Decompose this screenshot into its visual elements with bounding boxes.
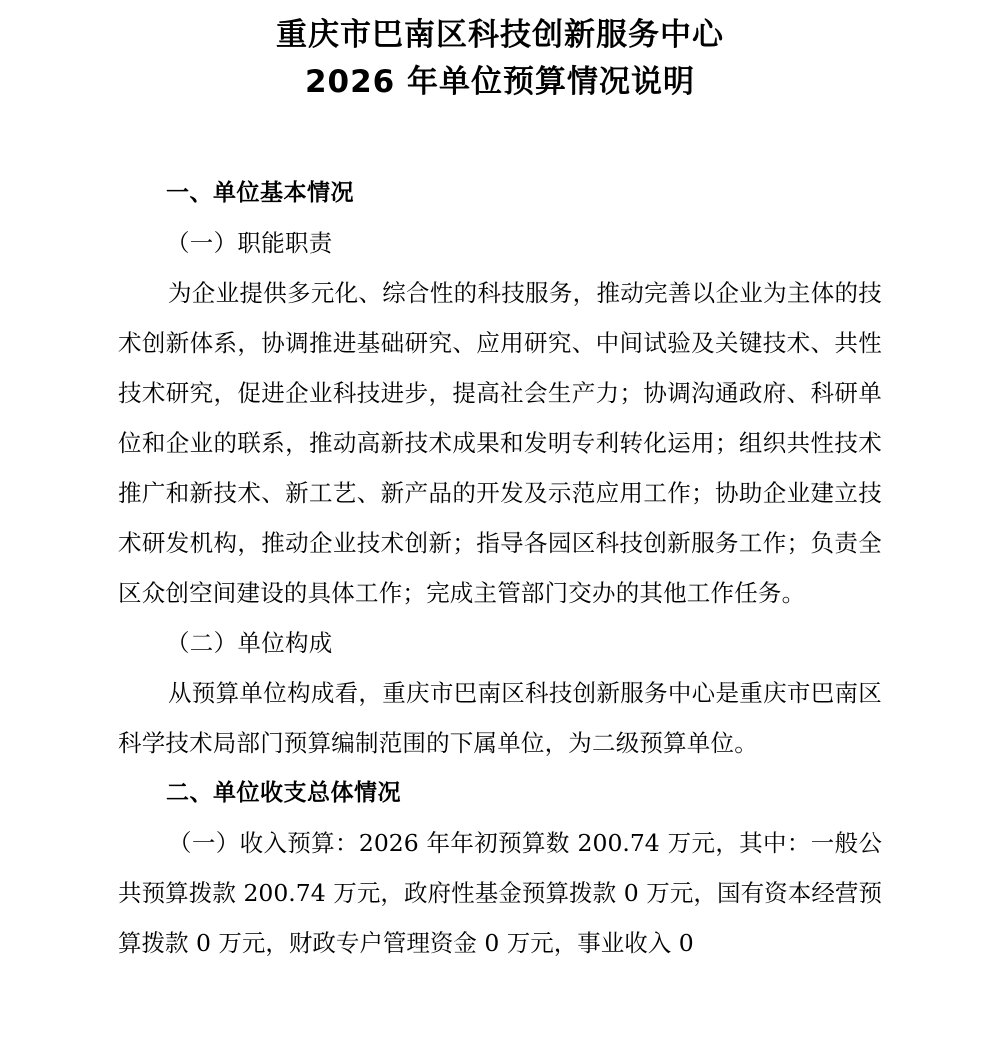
sub-heading-1-1: （一）职能职责 xyxy=(166,229,333,257)
page-title-line-1: 重庆市巴南区科技创新服务中心 xyxy=(276,17,724,53)
paragraph-1-1: 为企业提供多元化、综合性的科技服务，推动完善以企业为主体的技术创新体系，协调推进基础研究、应用研究、中间试验及关键技术、共性技术研究，促进企业科技进步，提高社会生产力；协调沟通政府、科研单位和企业的联系，推动高新技术成果和发明专利转化运用；组织共性技术推广和新技术、新工艺、新产品的开发及示范应用工作；协助企业建立技术研发机构，推动企业技术创新；指导各园区科技创新服务工作；负责全区众创空间建设的具体工作；完成主管部门交办的其他工作任务。 xyxy=(118,279,882,607)
title-spacer xyxy=(118,106,882,168)
section-heading-1: 一、单位基本情况 xyxy=(166,180,354,206)
page-title-line-2: 2026 年单位预算情况说明 xyxy=(304,64,696,100)
paragraph-1-2: 从预算单位构成看，重庆市巴南区科技创新服务中心是重庆市巴南区科学技术局部门预算编制范围的下属单位，为二级预算单位。 xyxy=(118,679,882,757)
sub-heading-1-2: （二）单位构成 xyxy=(166,629,333,657)
paragraph-2-1: （一）收入预算：2026 年年初预算数 200.74 万元，其中：一般公共预算拨款 200.74 万元，政府性基金预算拨款 0 万元，国有资本经营预算拨款 0 万元，财政专户管理资金 0 万元，事业收入 0 xyxy=(118,829,882,957)
section-heading-2: 二、单位收支总体情况 xyxy=(166,780,401,806)
page-title xyxy=(118,12,882,106)
